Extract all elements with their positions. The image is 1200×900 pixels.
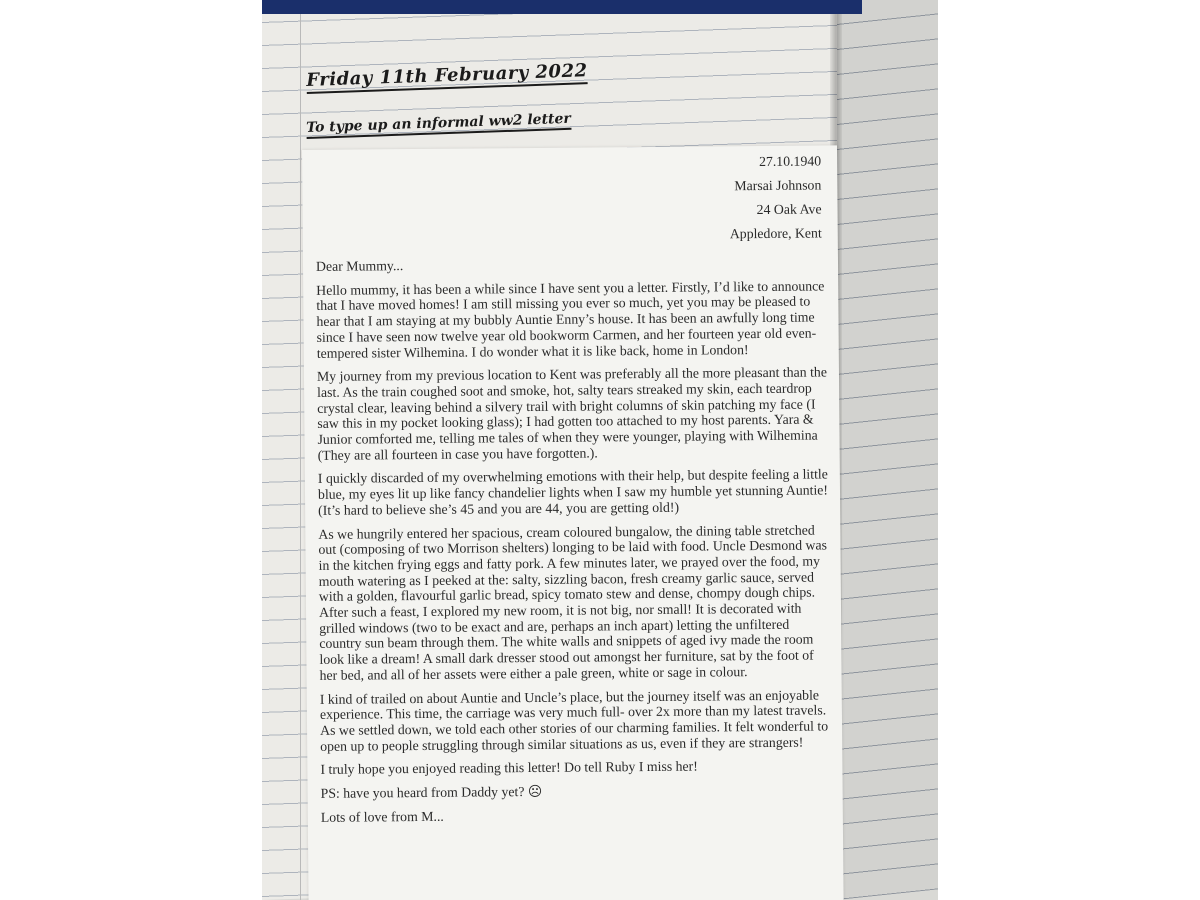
printed-letter [302, 145, 844, 900]
postscript: PS: have you heard from Daddy yet? ☹ [320, 784, 543, 801]
paragraph-4: As we hungrily entered her spacious, cream coloured bungalow, the dining table stretched out (composing of two Morrison shelters) longing to be laid with food. Uncle Desmond was in the kitchen frying eggs and fatty pork. A few minutes later, we prayed over the food, my mouth watering as I peeked at the: salty, sizzling bacon, fresh creamy garlic sauce, served with a golden, flavourful garlic bread, spicy tomato stew and dense, chompy dough chips. After such a feast, I explored my new room, it is not big, nor small! It is decorated with grilled windows (two to be exact and are, perhaps an inch apart) letting the unfiltered country sun beam through them. The white walls and snippets of aged ivy made the room look like a dream! A small dark dresser stood out amongst her furniture, sat by the foot of her bed, and all of her assets were either a pale green, white or sage in colour. [318, 522, 828, 683]
sender-name: Marsai Johnson [734, 177, 822, 194]
paragraph-5: I kind of trailed on about Auntie and Uncle’s place, but the journey itself was an enjoyable experience. This time, the carriage was very much full- over 2x more than my latest travels. As we settled down, we told each other stories of our charming families. It felt wonderful to open up to people struggling through similar situations as us, even if they are strangers! [319, 687, 829, 754]
handwritten-objective: To type up an informal ww2 letter [306, 111, 571, 139]
book-cover-edge [262, 0, 862, 14]
town-address: Appledore, Kent [729, 225, 822, 242]
letter-address [315, 149, 826, 249]
margin-line [300, 0, 301, 900]
street-address: 24 Oak Ave [756, 201, 822, 218]
lined-page-right [837, 0, 938, 900]
letter-date: 27.10.1940 [758, 153, 822, 170]
paragraph-2: My journey from my previous location to Kent was preferably all the more pleasant than the last. As the train coughed soot and smoke, hot, salty tears streaked my skin, each teardrop crystal clear, leaving behind a silvery trail with bright columns of skin patching my face (I saw this in my pocket looking glass); I had gotten too attached to my host parents. Yara & Junior comforted me, telling me tales of when they were younger, playing with Wilhemina (They are all fourteen in case you have forgotten.). [316, 364, 827, 463]
handwritten-date: Friday 11th February 2022 [306, 60, 588, 94]
paragraph-3: I quickly discarded of my overwhelming emotions with their help, but despite feeling a little blue, my eyes lit up like fancy chandelier lights when I saw my humble yet stunning Auntie! (It’s hard to believe she’s 45 and you are 44, you are getting old!) [317, 466, 829, 518]
exercise-book [262, 0, 938, 900]
letter-body [315, 149, 831, 833]
salutation: Dear Mummy... [315, 258, 404, 274]
paragraph-1: Hello mummy, it has been a while since I have sent you a letter. Firstly, I’d like to announce that I have moved homes! I am still missing you ever so much, yet you may be pleased to hear that I am staying at my bubbly Auntie Enny’s house. It has been an awfully long time since I have seen now twelve year old bookworm Carmen, and her fourteen year old even-tempered sister Wilhemina. I do wonder what it is like back, home in London! [316, 278, 825, 361]
sign-off: Lots of love from M... [320, 808, 444, 825]
closing-line: I truly hope you enjoyed reading this letter! Do tell Ruby I miss her! [320, 758, 698, 778]
